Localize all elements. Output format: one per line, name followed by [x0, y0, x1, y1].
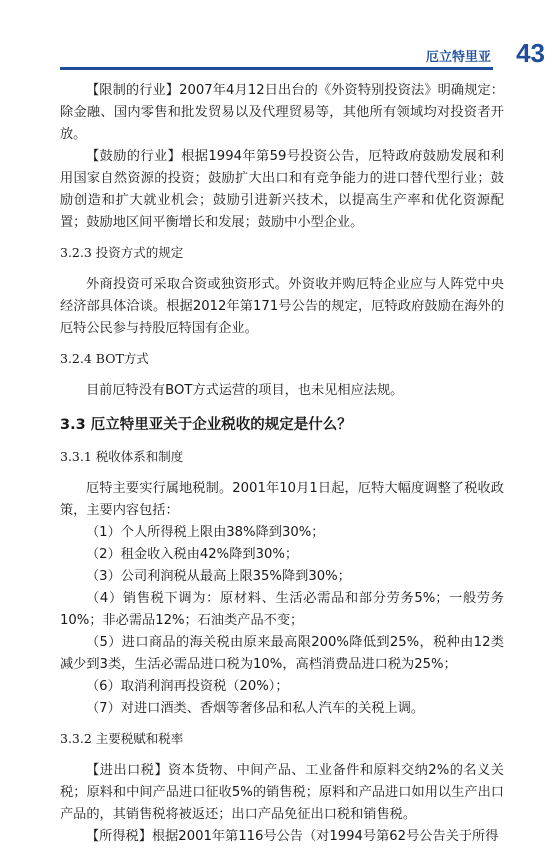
- heading-3-3-2: 3.3.2 主要税赋和税率: [60, 731, 184, 746]
- paragraph-import-export-tax: 【进出口税】资本货物、中间产品、工业备件和原料交纳2%的名义关税；原料和中间产品进口征收5%的销售税；原料和产品进口如用以生产出口产品的，其销售税将被返还；出口产品免征出口税和销售税。: [60, 763, 504, 822]
- paragraph-income-tax: 【所得税】根据2001年第116号公告（对1994号第62号公告关于所得: [86, 829, 499, 844]
- page-body: [60, 80, 504, 848]
- heading-3-2-4: 3.2.4 BOT方式: [60, 351, 149, 366]
- heading-3-3-1: 3.3.1 税收体系和制度: [60, 449, 184, 464]
- heading-3-2-3: 3.2.3 投资方式的规定: [60, 245, 184, 260]
- list-item: （1）个人所得税上限由38%降到30%；: [86, 525, 325, 540]
- paragraph-investment-forms: 外商投资可采取合资或独资形式。外资收并购厄特企业应与人阵党中央经济部具体洽谈。根据2012年第171号公告的规定，厄特政府鼓励在海外的厄特公民参与持股厄特国有企业。: [60, 277, 504, 336]
- list-item: （6）取消利润再投资税（20%）；: [86, 679, 289, 694]
- paragraph-encouraged-industries: 【鼓励的行业】根据1994年第59号投资公告，厄特政府鼓励发展和利用国家自然资源的投资；鼓励扩大出口和有竞争能力的进口替代型行业；鼓励创造和扩大就业机会；鼓励引进新兴技术，以提高生产率和优化资源配置；鼓励地区间平衡增长和发展；鼓励中小型企业。: [60, 149, 504, 230]
- list-item: （7）对进口酒类、香烟等奢侈品和私人汽车的关税上调。: [86, 701, 425, 716]
- paragraph-restricted-industries: 【限制的行业】2007年4月12日出台的《外资特别投资法》明确规定：除金融、国内零售和批发贸易以及代理贸易等，其他所有领域均对投资者开放。: [60, 83, 504, 142]
- paragraph-bot: 目前厄特没有BOT方式运营的项目，也未见相应法规。: [86, 383, 404, 398]
- list-item: （2）租金收入税由42%降到30%；: [86, 547, 299, 562]
- heading-3-3: 3.3 厄立特里亚关于企业税收的规定是什么？: [60, 417, 352, 433]
- page-number: 43: [516, 38, 545, 68]
- list-item: （5）进口商品的海关税由原来最高限200%降低到25%，税种由12类减少到3类，生活必需品进口税为10%，高档消费品进口税为25%；: [60, 635, 504, 672]
- page-header: [0, 36, 559, 76]
- list-item: （3）公司利润税从最高上限35%降到30%；: [86, 569, 351, 584]
- paragraph-tax-system: 厄特主要实行属地税制。2001年10月1日起，厄特大幅度调整了税收政策，主要内容包括：: [60, 481, 504, 518]
- running-header-title: 厄立特里亚: [425, 50, 491, 65]
- header-rule: [60, 67, 493, 70]
- list-item: （4）销售税下调为：原材料、生活必需品和部分劳务5%；一般劳务10%；非必需品12%；石油类产品不变；: [60, 591, 504, 628]
